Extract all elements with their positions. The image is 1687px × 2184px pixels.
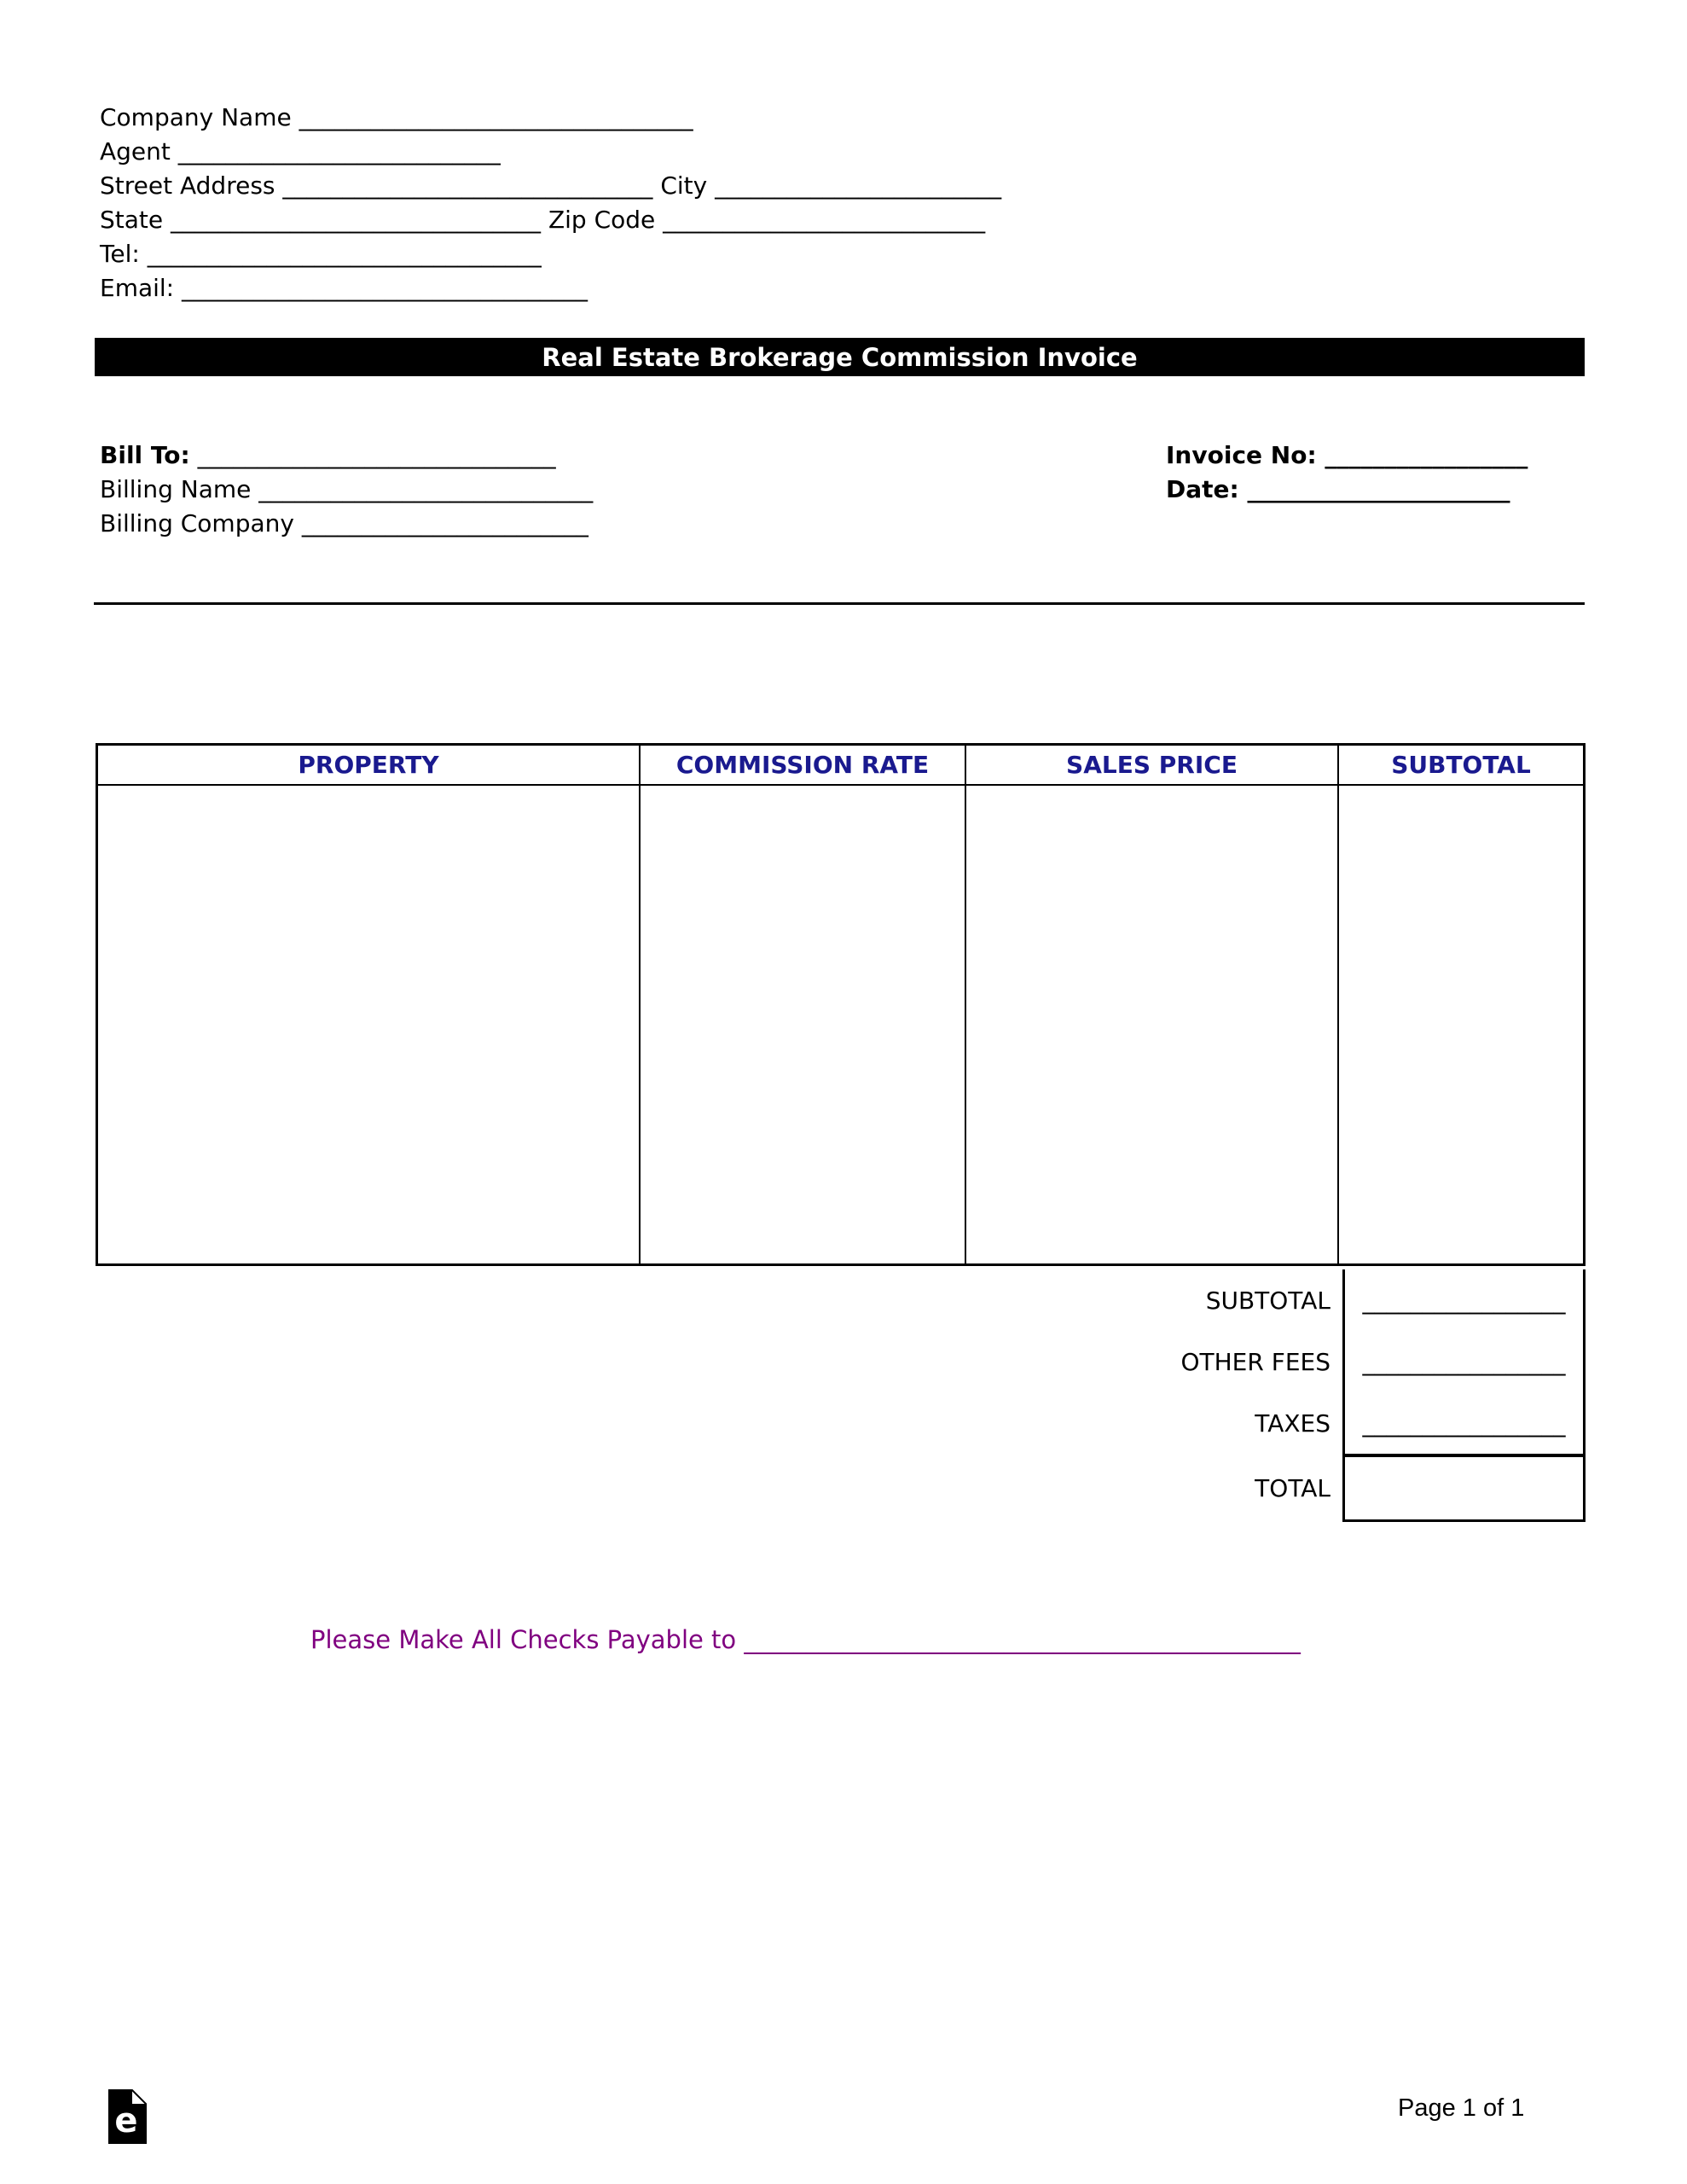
billing-company-label: Billing Company	[100, 509, 294, 537]
subtotal-row	[96, 1269, 1586, 1331]
invoice-no-label: Invoice No:	[1166, 441, 1317, 469]
subtotal-cell[interactable]	[1339, 786, 1583, 1263]
total-label: TOTAL	[1255, 1473, 1330, 1502]
date-row	[1166, 473, 1528, 507]
commission-rate-cell[interactable]	[641, 786, 966, 1263]
checks-payable-blank[interactable]: _____________________________________________	[744, 1625, 1301, 1654]
company-name-row	[100, 101, 1001, 135]
state-zip-row	[100, 203, 1001, 237]
date-label: Date:	[1166, 475, 1239, 503]
taxes-amount-blank[interactable]: _________________	[1362, 1409, 1566, 1438]
tel-row	[100, 237, 1001, 271]
subtotal-label: SUBTOTAL	[1205, 1286, 1330, 1315]
column-header-commission-rate: COMMISSION RATE	[641, 746, 966, 786]
state-label: State	[100, 206, 164, 234]
totals-summary	[96, 1269, 1586, 1522]
bill-to-row	[100, 439, 593, 473]
tel-blank[interactable]: _________________________________	[147, 240, 542, 268]
subtotal-amount-cell	[1342, 1269, 1586, 1331]
broker-info-block	[100, 101, 1001, 305]
city-blank[interactable]: ________________________	[715, 171, 1002, 200]
property-cell[interactable]	[98, 786, 641, 1263]
billing-name-row	[100, 473, 593, 507]
column-header-property: PROPERTY	[98, 746, 641, 786]
subtotal-amount-blank[interactable]: _________________	[1362, 1286, 1566, 1315]
state-blank[interactable]: _______________________________	[171, 206, 542, 234]
taxes-row	[96, 1392, 1586, 1454]
billing-company-blank[interactable]: ________________________	[301, 509, 588, 537]
agent-blank[interactable]: ___________________________	[177, 137, 501, 166]
street-address-blank[interactable]: _______________________________	[282, 171, 653, 200]
checks-payable-label: Please Make All Checks Payable to	[310, 1625, 737, 1654]
billing-company-row	[100, 507, 593, 541]
company-name-blank[interactable]: _________________________________	[299, 103, 693, 131]
other-fees-amount-cell	[1342, 1331, 1586, 1392]
company-name-label: Company Name	[100, 103, 292, 131]
email-blank[interactable]: __________________________________	[182, 274, 588, 302]
total-amount-cell[interactable]	[1342, 1454, 1586, 1522]
agent-label: Agent	[100, 137, 171, 166]
taxes-amount-cell	[1342, 1392, 1586, 1454]
other-fees-row	[96, 1331, 1586, 1392]
page-number: Page 1 of 1	[1398, 2094, 1525, 2122]
email-label: Email:	[100, 274, 175, 302]
invoice-no-blank[interactable]: _________________	[1325, 441, 1528, 469]
street-city-row	[100, 169, 1001, 203]
zip-code-label: Zip Code	[548, 206, 656, 234]
billing-name-blank[interactable]: ____________________________	[258, 475, 594, 503]
taxes-label: TAXES	[1255, 1409, 1330, 1438]
city-label: City	[660, 171, 708, 200]
email-row	[100, 271, 1001, 305]
tel-label: Tel:	[100, 240, 140, 268]
eforms-logo-icon	[108, 2089, 147, 2144]
date-blank[interactable]: ______________________	[1247, 475, 1510, 503]
invoice-meta-block	[1166, 439, 1528, 507]
street-address-label: Street Address	[100, 171, 275, 200]
zip-code-blank[interactable]: ___________________________	[663, 206, 986, 234]
column-header-sales-price: SALES PRICE	[966, 746, 1339, 786]
bill-to-label: Bill To:	[100, 441, 190, 469]
agent-row	[100, 135, 1001, 169]
title-banner	[95, 338, 1585, 376]
horizontal-divider	[94, 602, 1585, 605]
total-row	[96, 1454, 1586, 1522]
line-items-table	[96, 743, 1586, 1266]
eforms-logo-letter: e	[114, 2101, 138, 2140]
sales-price-cell[interactable]	[966, 786, 1339, 1263]
bill-to-block	[100, 439, 593, 541]
bill-to-blank[interactable]: ______________________________	[197, 441, 556, 469]
billing-name-label: Billing Name	[100, 475, 252, 503]
other-fees-amount-blank[interactable]: _________________	[1362, 1347, 1566, 1376]
document-title: Real Estate Brokerage Commission Invoice	[542, 342, 1138, 372]
checks-payable-line	[310, 1622, 1301, 1658]
column-header-subtotal: SUBTOTAL	[1339, 746, 1583, 786]
invoice-no-row	[1166, 439, 1528, 473]
other-fees-label: OTHER FEES	[1180, 1347, 1330, 1376]
